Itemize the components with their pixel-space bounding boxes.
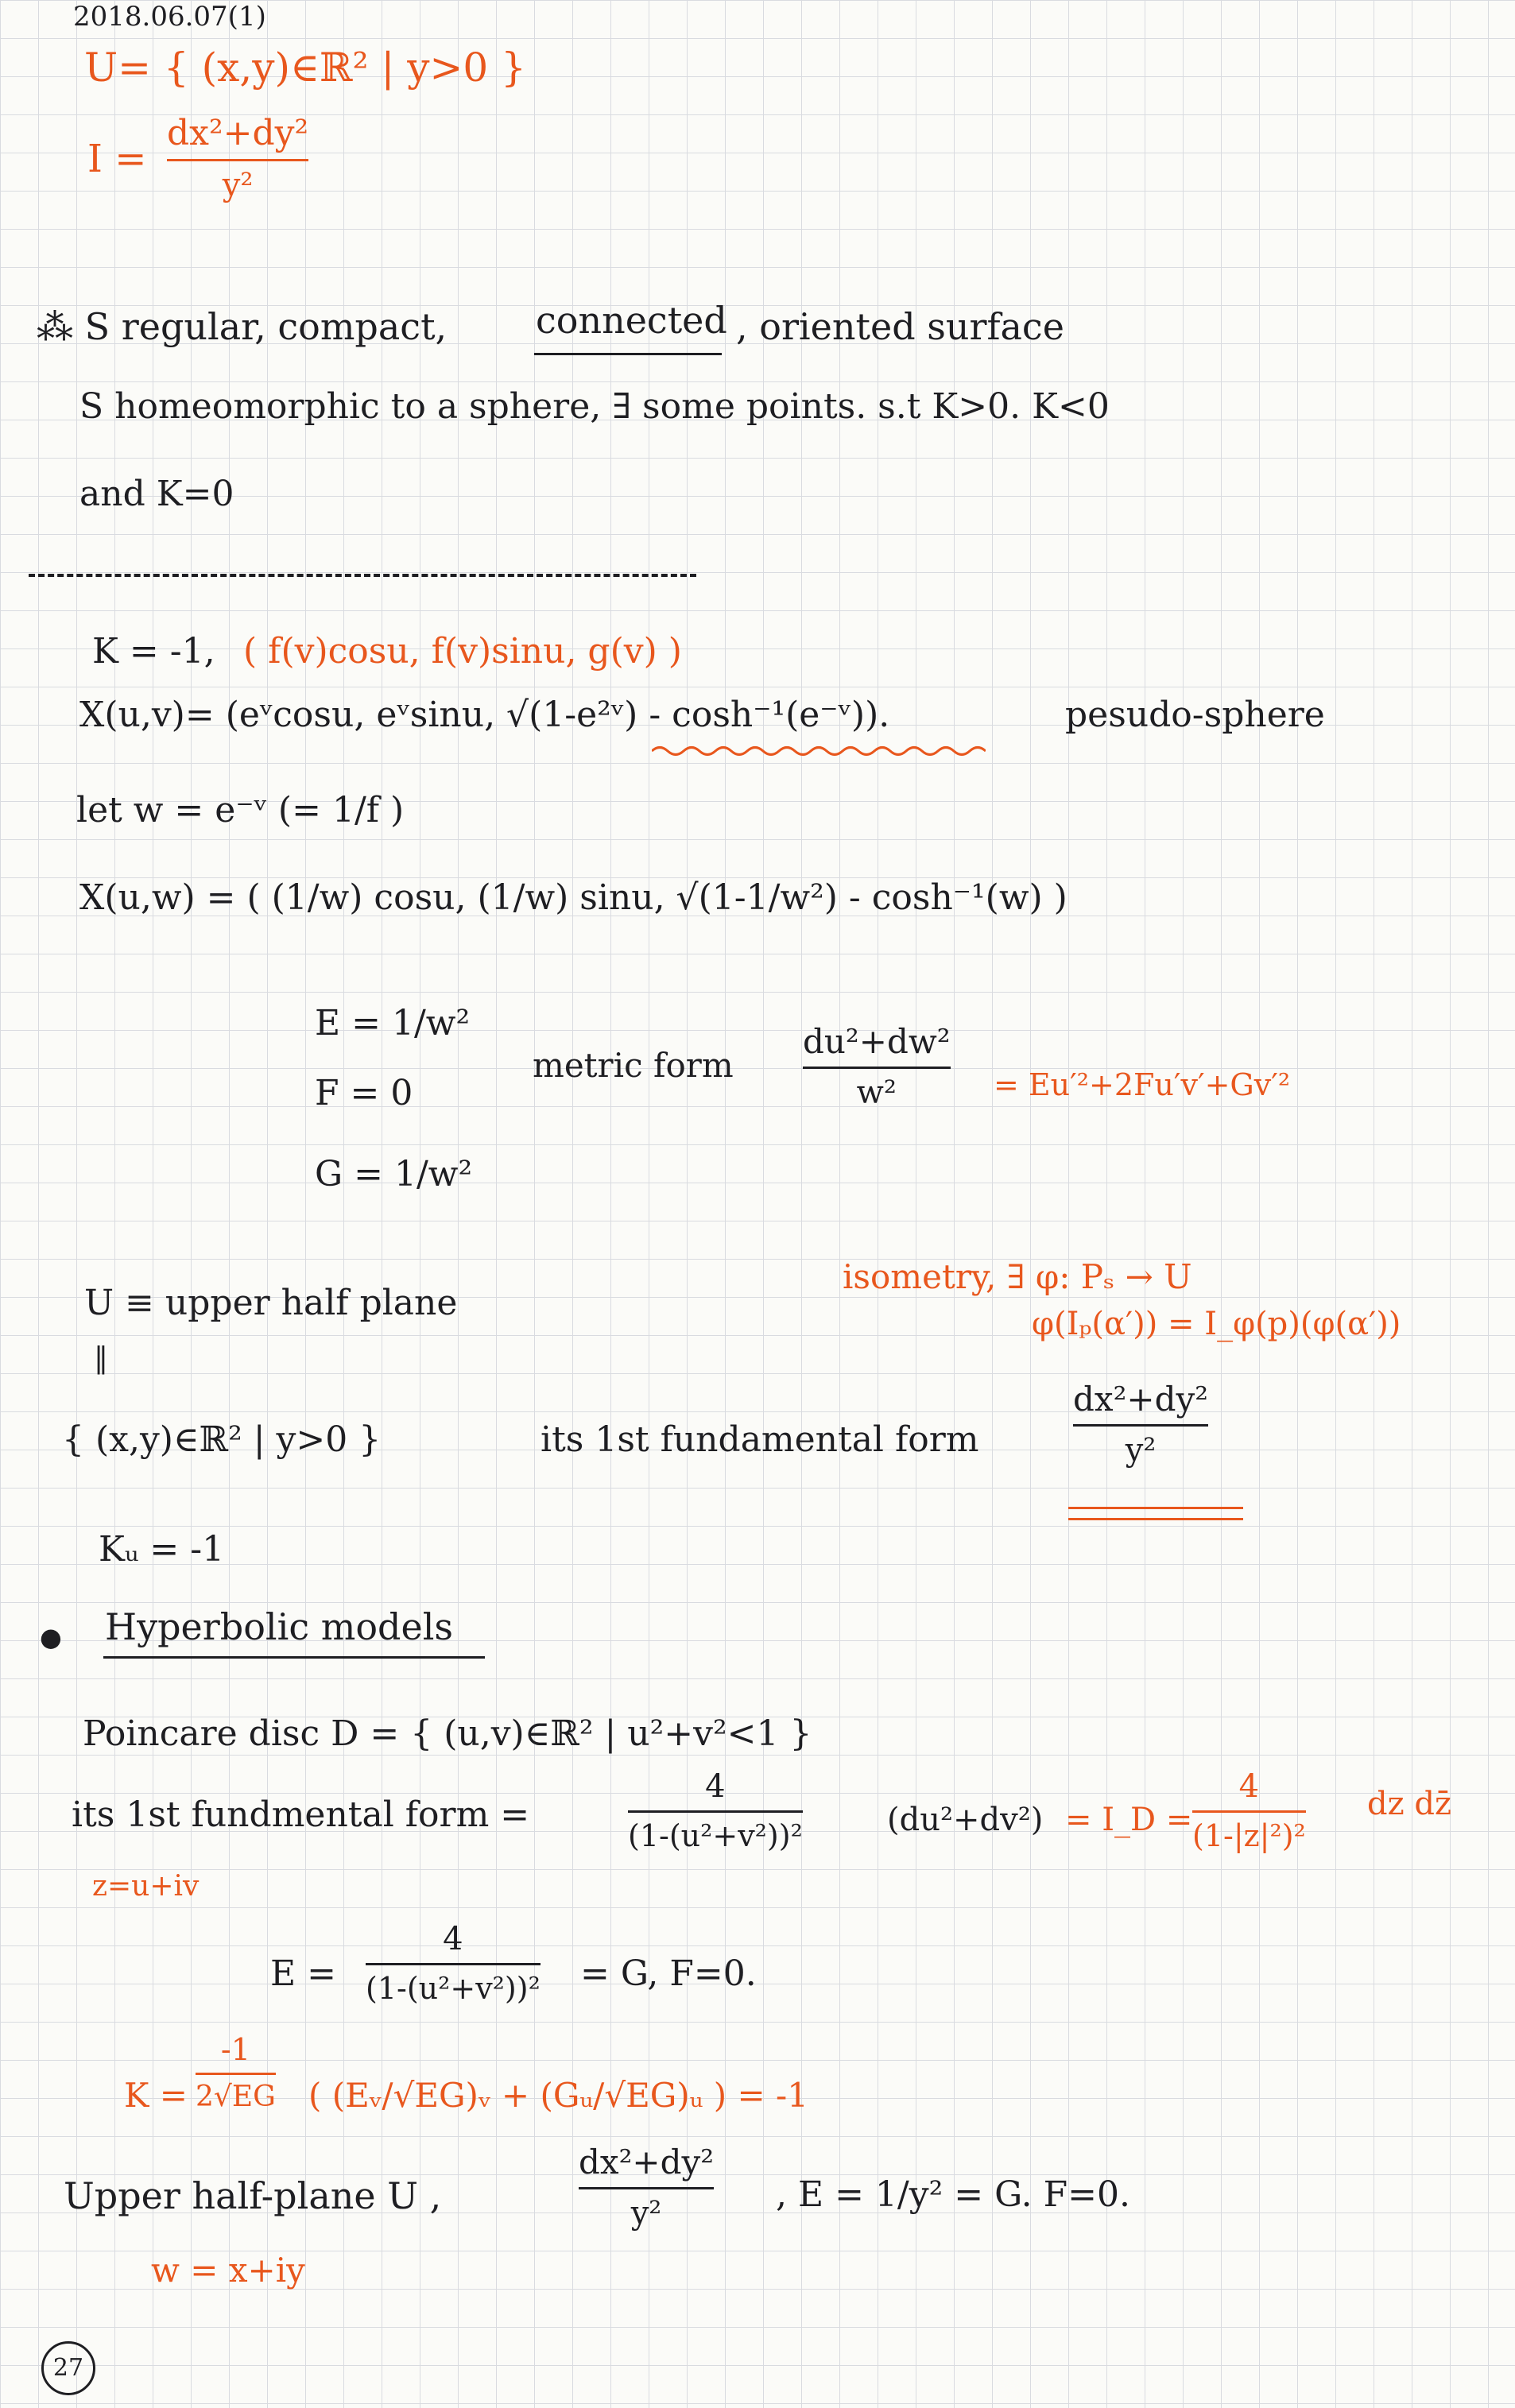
phi-line: φ(Iₚ(α′)) = I_φ(p)(φ(α′)) — [1032, 1306, 1401, 1342]
i-lhs: I = — [87, 137, 147, 181]
uh-bar — [579, 2187, 714, 2189]
e-tail: = G, F=0. — [580, 1953, 757, 1994]
metric-fraction — [803, 1022, 951, 1111]
first-form-numerator: dx²+dy² — [1073, 1380, 1209, 1419]
k-minus-one: K = -1, — [92, 631, 215, 672]
surface-line1-suffix: , oriented surface — [736, 305, 1064, 348]
let-w: let w = e⁻ᵛ (= 1/f ) — [76, 790, 405, 830]
bullet-point: ● — [40, 1622, 62, 1652]
k-fraction — [196, 2034, 276, 2112]
u-definition: U= { (x,y)∈ℝ² | y>0 } — [84, 45, 526, 91]
id-fraction — [1192, 1768, 1306, 1853]
x-uv-definition: X(u,v)= (eᵛcosu, eᵛsinu, √(1-e²ᵛ) - cosh⁻¹(e⁻ᵛ)). — [79, 695, 890, 735]
e-value: E = 1/w² — [315, 1003, 471, 1043]
poincare-disc-def: Poincare disc D = { (u,v)∈ℝ² | u²+v²<1 } — [83, 1713, 812, 1754]
title-underline — [103, 1656, 485, 1659]
surface-line2: S homeomorphic to a sphere, ∃ some points. s.t K>0. K<0 — [79, 386, 1110, 427]
i-fraction — [167, 113, 309, 203]
uh-denominator: y² — [630, 2195, 662, 2232]
isometry-line: isometry, ∃ φ: Pₛ → U — [843, 1257, 1192, 1296]
surface-of-revolution: ( f(v)cosu, f(v)sinu, g(v) ) — [243, 631, 682, 672]
z-definition: z=u+iv — [92, 1870, 200, 1903]
connected-word: connected — [536, 299, 727, 342]
id-numerator: 4 — [1238, 1768, 1260, 1805]
e-denominator: (1-(u²+v²))² — [366, 1971, 541, 2006]
upper-half-plane-label: Upper half-plane U , — [64, 2174, 442, 2217]
poincare-form-bar — [628, 1810, 803, 1813]
k-lhs: K = — [124, 2076, 188, 2115]
surface-line3: and K=0 — [79, 474, 234, 514]
k-u-value: Kᵤ = -1 — [99, 1529, 225, 1570]
metric-numerator: du²+dw² — [803, 1022, 951, 1061]
poincare-form-denominator: (1-(u²+v²))² — [628, 1818, 803, 1853]
uh-fraction — [579, 2143, 715, 2232]
k-denominator: 2√EG — [196, 2081, 276, 2113]
id-bar — [1192, 1810, 1306, 1813]
metric-fraction-bar — [803, 1067, 951, 1069]
first-form-label: its 1st fundamental form — [541, 1419, 979, 1460]
uh-numerator: dx²+dy² — [579, 2143, 715, 2182]
first-form-fraction — [1073, 1380, 1209, 1469]
first-form-underline-2 — [1068, 1518, 1243, 1520]
e-numerator: 4 — [443, 1921, 463, 1957]
dashed-separator — [29, 574, 696, 577]
equality-sign: ‖ — [94, 1342, 108, 1375]
id-tail: dz dz̄ — [1367, 1786, 1452, 1822]
metric-form-label: metric form — [533, 1046, 734, 1085]
poincare-form-label: its 1st fundmental form = — [72, 1794, 530, 1835]
id-lhs: = I_D = — [1065, 1802, 1193, 1838]
wavy-underline — [652, 744, 986, 758]
k-bar — [196, 2073, 276, 2075]
first-form-underline-1 — [1068, 1507, 1243, 1509]
e-bar — [366, 1963, 541, 1965]
k-body: ( (Eᵥ/√EG)ᵥ + (Gᵤ/√EG)ᵤ ) = -1 — [308, 2076, 808, 2115]
e-fraction — [366, 1921, 541, 2006]
i-denominator: y² — [222, 167, 254, 203]
uh-tail: , E = 1/y² = G. F=0. — [776, 2174, 1131, 2215]
i-fraction-bar — [167, 159, 308, 161]
e-lhs: E = — [270, 1953, 336, 1994]
page-number: 27 — [52, 2354, 84, 2382]
page-number-badge — [41, 2341, 95, 2395]
upper-half-plane-set: { (x,y)∈ℝ² | y>0 } — [62, 1419, 382, 1460]
date-header: 2018.06.07(1) — [73, 1, 266, 33]
connected-underline — [534, 353, 722, 355]
first-form-bar — [1073, 1424, 1208, 1427]
first-form-denominator: y² — [1125, 1432, 1157, 1469]
i-numerator: dx²+dy² — [167, 113, 309, 153]
metric-expansion: = Eu′²+2Fu′v′+Gv′² — [994, 1067, 1291, 1102]
f-value: F = 0 — [315, 1073, 413, 1113]
pesudo-sphere-label: pesudo-sphere — [1065, 695, 1325, 735]
upper-half-plane-def: U ≡ upper half plane — [84, 1283, 458, 1323]
k-numerator: -1 — [220, 2032, 250, 2067]
surface-line1-prefix: ⁂ S regular, compact, — [37, 305, 448, 348]
w-definition: w = x+iy — [151, 2251, 305, 2290]
id-denominator: (1-|z|²)² — [1192, 1818, 1306, 1853]
g-value: G = 1/w² — [315, 1154, 473, 1194]
poincare-form-numerator: 4 — [705, 1768, 726, 1805]
metric-denominator: w² — [856, 1074, 897, 1111]
poincare-form-fraction — [628, 1768, 803, 1853]
x-uw-definition: X(u,w) = ( (1/w) cosu, (1/w) sinu, √(1-1/w²) - cosh⁻¹(w) ) — [79, 877, 1067, 918]
hyperbolic-models-title: Hyperbolic models — [105, 1605, 454, 1648]
poincare-form-tail: (du²+dv²) — [887, 1802, 1044, 1838]
